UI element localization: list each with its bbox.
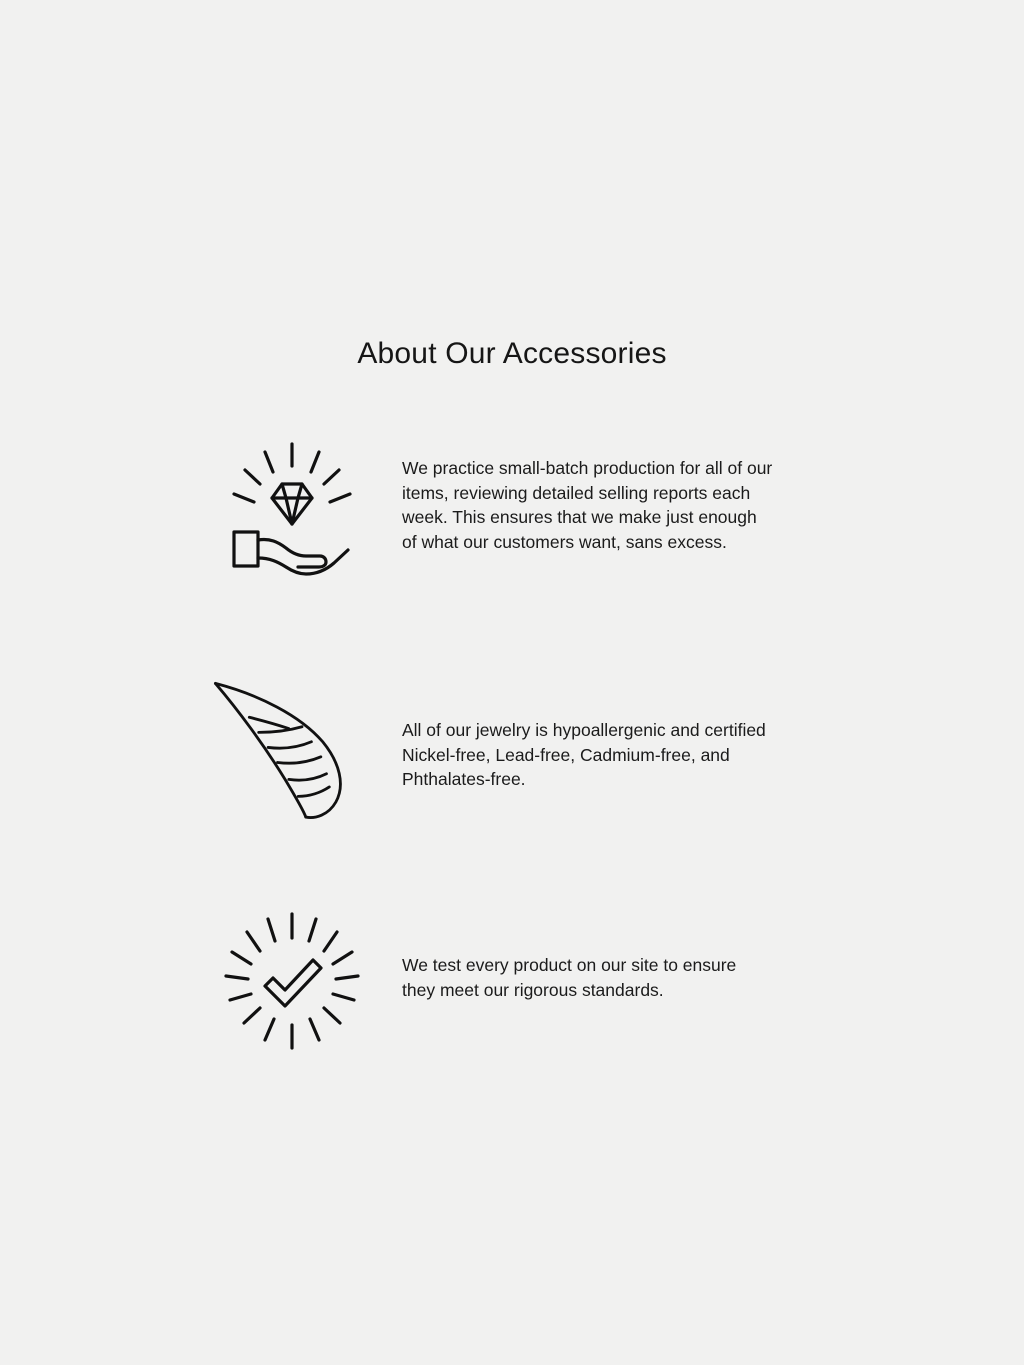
checkmark-burst-icon — [212, 903, 372, 1063]
list-item-text: All of our jewelry is hypoallergenic and certified Nickel-free, Lead-free, Cadmium-free, and Phthalates-free. — [402, 720, 766, 789]
list-item-text: We practice small-batch production for all of our items, reviewing detailed selling reports each week. This ensures that we make just enough of what our customers want, sans excess. — [402, 458, 773, 552]
list-item — [212, 430, 812, 660]
list-item — [212, 660, 812, 885]
feature-list — [212, 430, 812, 1075]
list-item-text: We test every product on our site to ensure they meet our rigorous standards. — [402, 955, 737, 1000]
list-item — [212, 885, 812, 1075]
hand-holding-diamond-icon — [212, 436, 372, 596]
page-title: About Our Accessories — [357, 336, 667, 370]
feather-icon — [206, 674, 366, 834]
